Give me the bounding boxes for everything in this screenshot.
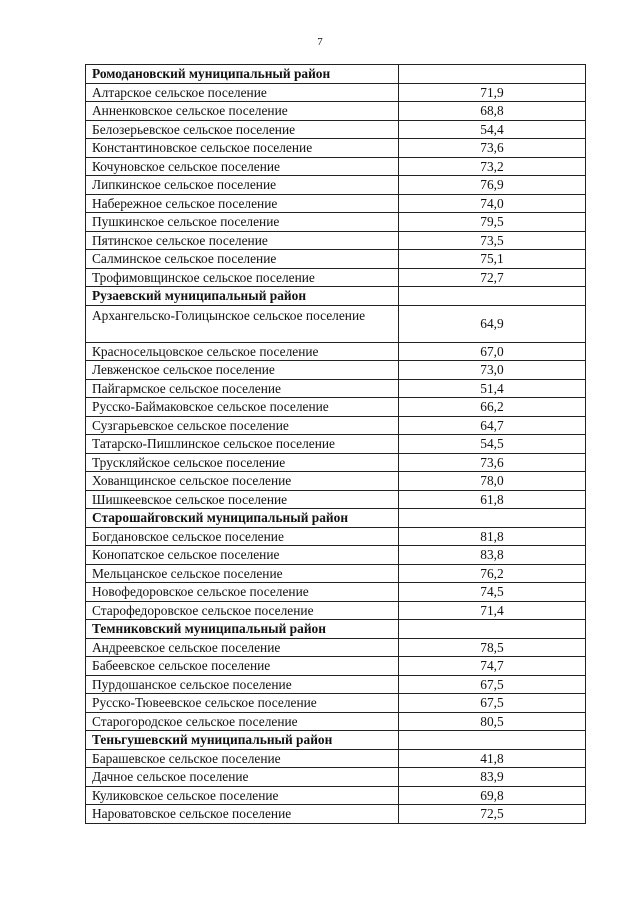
settlements-table-body [86,65,586,824]
settlement-value: 75,1 [399,250,586,269]
settlement-name: Дачное сельское поселение [86,768,399,787]
table-row [86,749,586,768]
table-row [86,657,586,676]
table-row [86,435,586,454]
settlement-value: 72,7 [399,268,586,287]
settlement-value: 74,0 [399,194,586,213]
settlement-name: Пятинское сельское поселение [86,231,399,250]
district-name: Теньгушевский муниципальный район [86,731,399,750]
table-row [86,805,586,824]
settlement-value: 73,0 [399,361,586,380]
table-row [86,472,586,491]
settlement-value: 83,9 [399,768,586,787]
table-row [86,564,586,583]
table-row [86,712,586,731]
settlement-name: Сузгарьевское сельское поселение [86,416,399,435]
district-header-row [86,731,586,750]
settlement-name: Татарско-Пишлинское сельское поселение [86,435,399,454]
settlement-value: 41,8 [399,749,586,768]
table-row [86,490,586,509]
table-row [86,102,586,121]
settlement-name: Новофедоровское сельское поселение [86,583,399,602]
settlement-name: Кочуновское сельское поселение [86,157,399,176]
table-row [86,694,586,713]
settlement-value: 71,9 [399,83,586,102]
settlement-value: 78,5 [399,638,586,657]
settlement-name: Богдановское сельское поселение [86,527,399,546]
table-row [86,546,586,565]
table-row [86,176,586,195]
district-header-row [86,620,586,639]
table-row [86,83,586,102]
page-number: 7 [317,36,323,48]
table-row [86,342,586,361]
settlement-value: 54,5 [399,435,586,454]
settlement-name: Белозерьевское сельское поселение [86,120,399,139]
settlement-name: Трускляйское сельское поселение [86,453,399,472]
district-value-cell [399,509,586,528]
table-row [86,194,586,213]
table-row [86,768,586,787]
settlement-value: 51,4 [399,379,586,398]
settlement-name: Русско-Тювеевское сельское поселение [86,694,399,713]
district-name: Рузаевский муниципальный район [86,287,399,306]
district-name: Старошайговский муниципальный район [86,509,399,528]
table-row [86,786,586,805]
table-row [86,527,586,546]
settlement-name: Константиновское сельское поселение [86,139,399,158]
settlement-value: 54,4 [399,120,586,139]
settlement-value: 64,9 [399,305,586,342]
settlement-value: 67,5 [399,694,586,713]
settlement-value: 78,0 [399,472,586,491]
settlement-name: Красносельцовское сельское поселение [86,342,399,361]
settlement-value: 73,6 [399,453,586,472]
settlement-value: 76,2 [399,564,586,583]
table-row [86,675,586,694]
settlements-table [85,64,586,824]
settlement-name: Салминское сельское поселение [86,250,399,269]
settlement-name: Набережное сельское поселение [86,194,399,213]
table-row [86,213,586,232]
table-row [86,601,586,620]
settlement-value: 66,2 [399,398,586,417]
settlement-name: Барашевское сельское поселение [86,749,399,768]
settlement-name: Андреевское сельское поселение [86,638,399,657]
district-value-cell [399,620,586,639]
settlement-value: 67,5 [399,675,586,694]
district-header-row [86,287,586,306]
settlement-name: Алтарское сельское поселение [86,83,399,102]
settlement-name: Шишкеевское сельское поселение [86,490,399,509]
settlement-name: Трофимовщинское сельское поселение [86,268,399,287]
table-row [86,120,586,139]
settlement-value: 73,2 [399,157,586,176]
settlement-name: Мельцанское сельское поселение [86,564,399,583]
table-row [86,268,586,287]
settlement-name: Нароватовское сельское поселение [86,805,399,824]
district-header-row [86,509,586,528]
district-header-row [86,65,586,84]
table-row [86,638,586,657]
table-row [86,157,586,176]
settlement-value: 72,5 [399,805,586,824]
table-row [86,361,586,380]
settlement-value: 80,5 [399,712,586,731]
settlement-name: Пайгармское сельское поселение [86,379,399,398]
settlement-name: Анненковское сельское поселение [86,102,399,121]
settlement-value: 68,8 [399,102,586,121]
settlement-name: Архангельско-Голицынское сельское поселение [86,305,399,342]
settlement-name: Куликовское сельское поселение [86,786,399,805]
district-value-cell [399,287,586,306]
settlement-name: Пушкинское сельское поселение [86,213,399,232]
settlement-value: 69,8 [399,786,586,805]
settlement-name: Левженское сельское поселение [86,361,399,380]
table-row [86,250,586,269]
settlement-value: 79,5 [399,213,586,232]
table-row [86,453,586,472]
settlement-name: Пурдошанское сельское поселение [86,675,399,694]
settlement-value: 73,6 [399,139,586,158]
settlement-value: 76,9 [399,176,586,195]
settlement-name: Старогородское сельское поселение [86,712,399,731]
settlement-name: Русско-Баймаковское сельское поселение [86,398,399,417]
settlement-value: 74,7 [399,657,586,676]
table-row [86,398,586,417]
district-value-cell [399,731,586,750]
table-row [86,416,586,435]
settlement-value: 83,8 [399,546,586,565]
settlement-name: Старофедоровское сельское поселение [86,601,399,620]
settlement-name: Хованщинское сельское поселение [86,472,399,491]
table-row [86,379,586,398]
district-name: Темниковский муниципальный район [86,620,399,639]
settlement-value: 71,4 [399,601,586,620]
settlement-value: 73,5 [399,231,586,250]
settlement-value: 74,5 [399,583,586,602]
settlement-value: 67,0 [399,342,586,361]
table-row [86,139,586,158]
settlement-value: 81,8 [399,527,586,546]
table-row [86,583,586,602]
settlement-name: Липкинское сельское поселение [86,176,399,195]
district-name: Ромодановский муниципальный район [86,65,399,84]
settlement-name: Бабеевское сельское поселение [86,657,399,676]
table-row [86,305,586,342]
settlement-value: 64,7 [399,416,586,435]
settlement-value: 61,8 [399,490,586,509]
district-value-cell [399,65,586,84]
table-row [86,231,586,250]
settlement-name: Конопатское сельское поселение [86,546,399,565]
